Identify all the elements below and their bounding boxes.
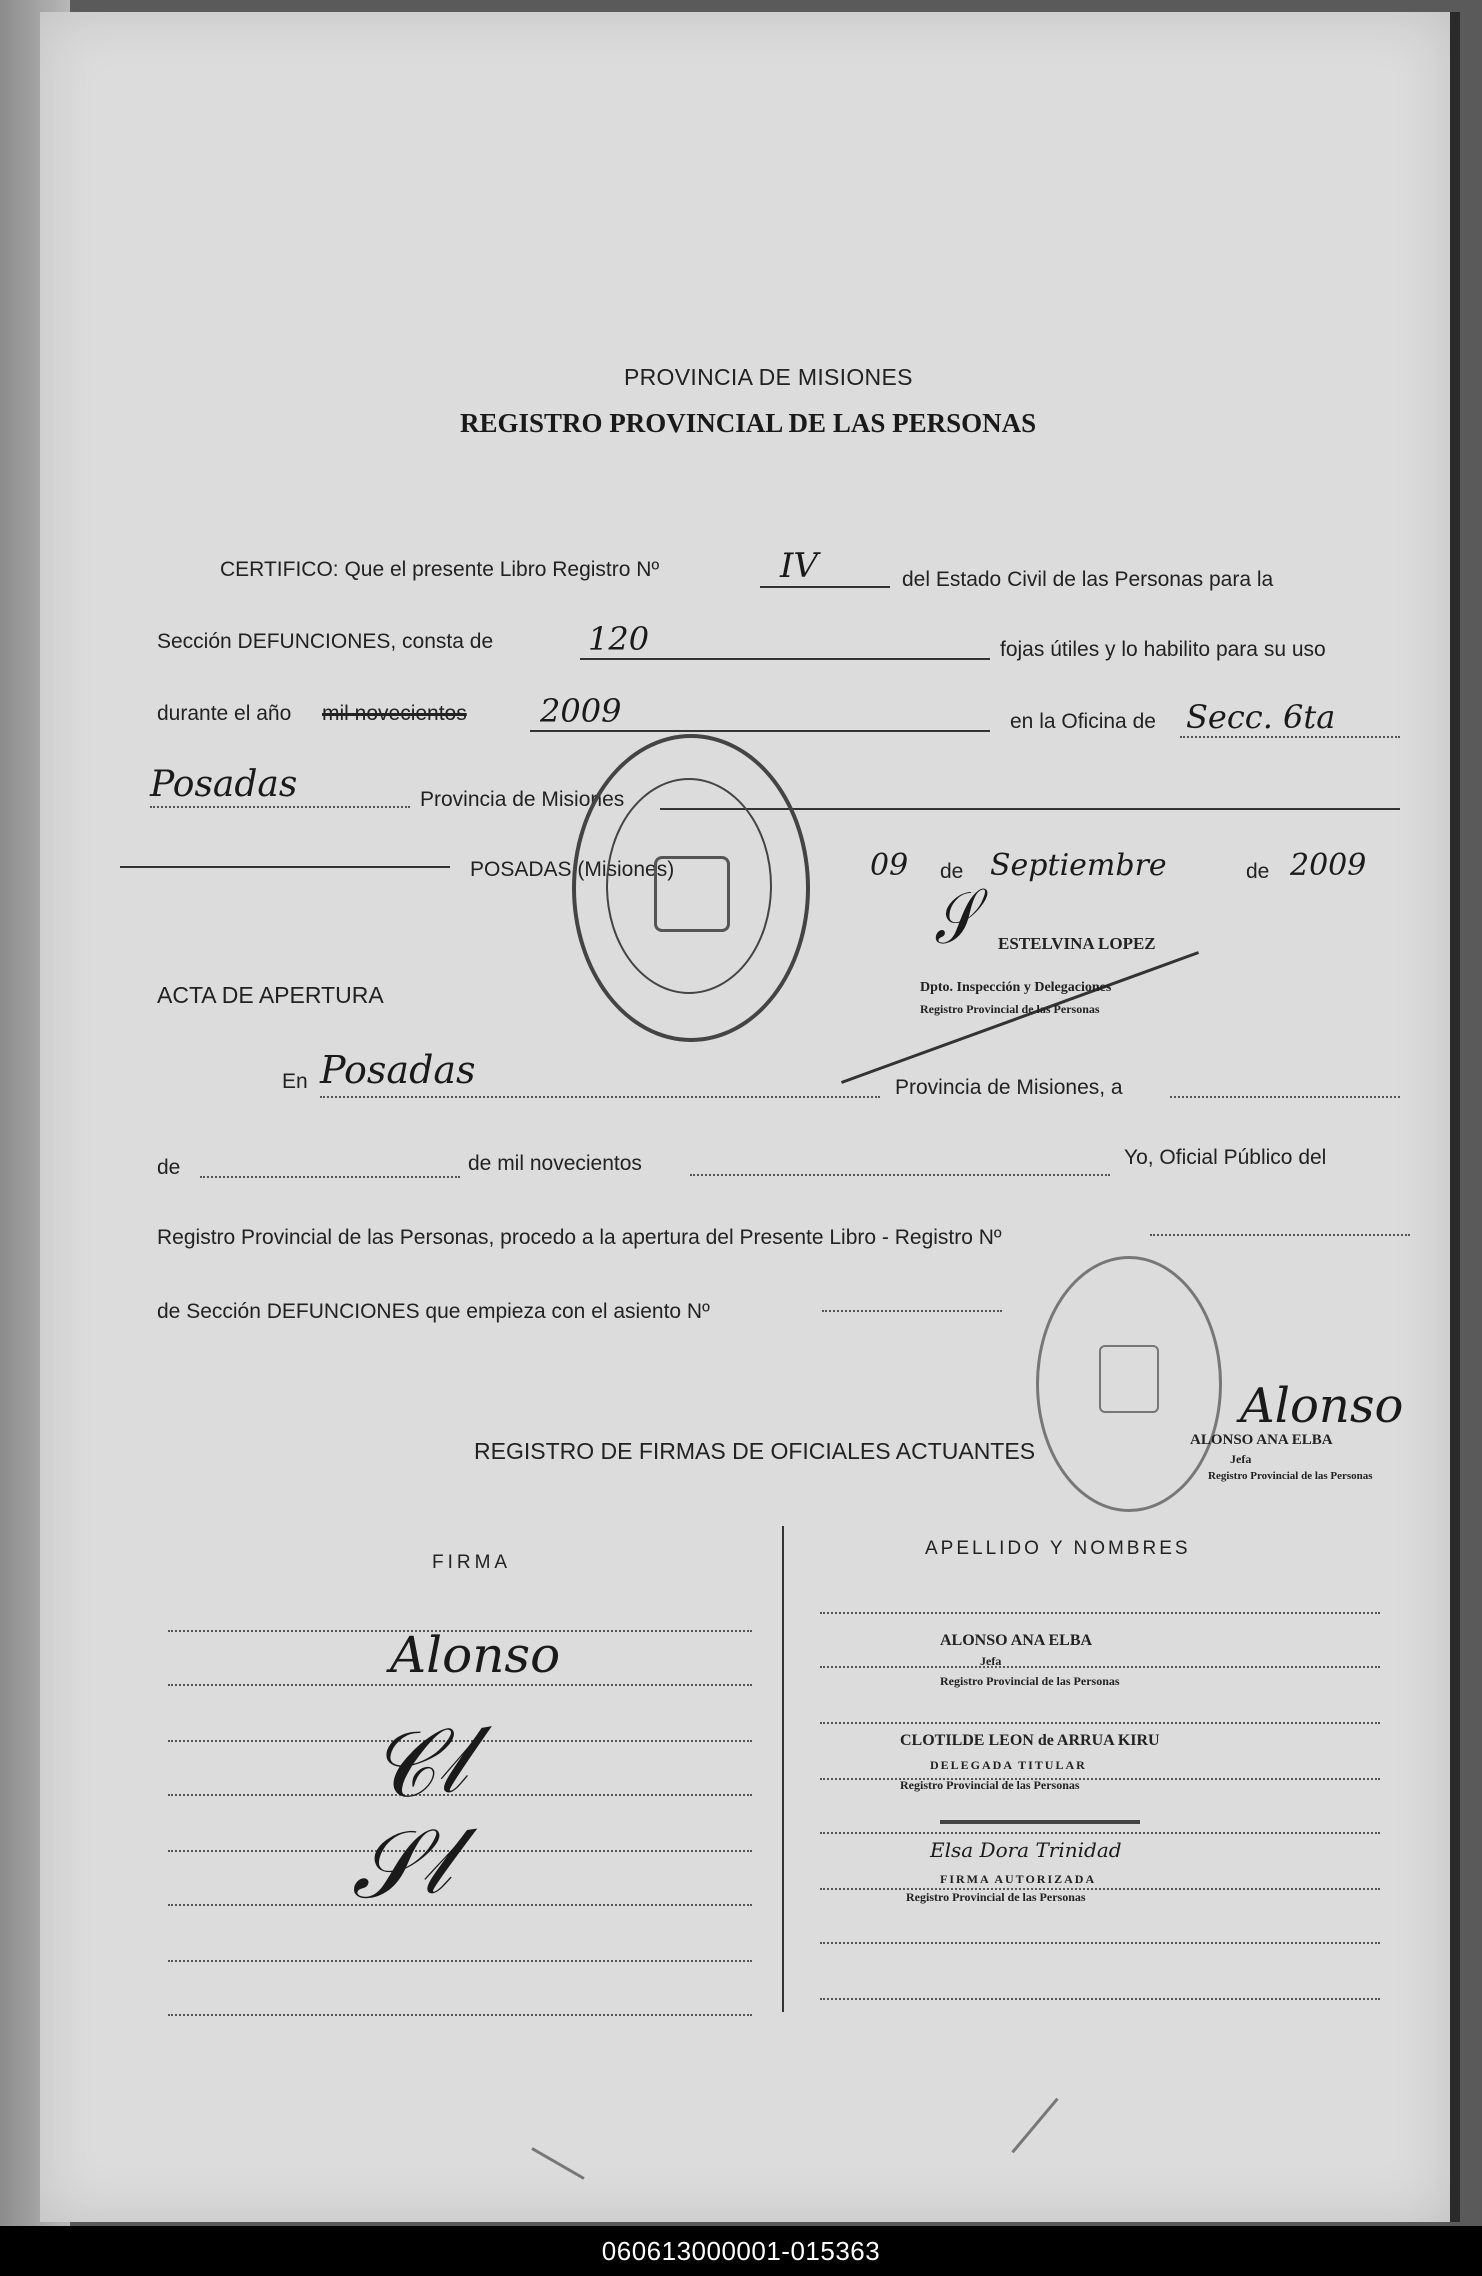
signature-3: 𝒮𝓁	[346, 1808, 454, 1921]
cert-line3-b: en la Oficina de	[1010, 710, 1156, 733]
acta-lugar: Posadas	[320, 1048, 476, 1092]
name3-line1: Elsa Dora Trinidad	[930, 1838, 1122, 1862]
nombres-column-header: APELLIDO Y NOMBRES	[925, 1538, 1191, 1559]
firma-column-header: FIRMA	[432, 1552, 512, 1573]
acta-line4: de Sección DEFUNCIONES que empieza con el asiento Nº	[157, 1300, 710, 1323]
signature-official-2: Alonso	[1240, 1378, 1404, 1434]
firmas-title: REGISTRO DE FIRMAS DE OFICIALES ACTUANTES	[474, 1438, 1036, 1464]
acta-de: de	[157, 1156, 181, 1179]
acta-yo: Yo, Oficial Público del	[1124, 1146, 1327, 1169]
name1-line3: Registro Provincial de las Personas	[940, 1674, 1120, 1688]
struck-stamp-line	[940, 1820, 1140, 1824]
cert-line2-a: Sección DEFUNCIONES, consta de	[157, 630, 494, 653]
column-divider	[782, 1526, 784, 2012]
signature-official-1: 𝒮	[921, 877, 986, 960]
cert-line1-a: CERTIFICO: Que el presente Libro Registro Nº	[220, 558, 660, 581]
cert-line3-a: durante el año	[157, 702, 292, 725]
struck-text: mil novecientos	[322, 702, 467, 725]
official-seal-stamp	[572, 734, 810, 1042]
month-value: Septiembre	[990, 848, 1167, 883]
official1-org: Registro Provincial de las Personas	[920, 1002, 1100, 1016]
coat-of-arms-icon	[654, 856, 730, 932]
year-value: 2009	[540, 692, 622, 730]
name2-line1: CLOTILDE LEON de ARRUA KIRU	[900, 1732, 1160, 1749]
official2-org: Registro Provincial de las Personas	[1208, 1470, 1373, 1482]
signature-2: 𝒞𝓁	[364, 1707, 471, 1822]
cert-line4: Provincia de Misiones	[420, 788, 625, 811]
name3-line2: FIRMA AUTORIZADA	[940, 1872, 1097, 1886]
date-de-2: de	[1246, 860, 1270, 883]
document-code: 060613000001-015363	[0, 2226, 1482, 2276]
staple-mark	[531, 2147, 584, 2180]
cert-line2-b: fojas útiles y lo habilito para su uso	[1000, 638, 1326, 661]
registry-heading: REGISTRO PROVINCIAL DE LAS PERSONAS	[460, 408, 1037, 438]
acta-line3: Registro Provincial de las Personas, procedo a la apertura del Presente Libro - Registro Nº	[157, 1226, 1002, 1249]
cert-line1-b: del Estado Civil de las Personas para la	[902, 568, 1274, 591]
day-value: 09	[870, 848, 909, 883]
province-heading: PROVINCIA DE MISIONES	[624, 364, 913, 390]
name1-line2: Jefa	[980, 1654, 1002, 1668]
date-year-value: 2009	[1290, 848, 1367, 883]
name1-line1: ALONSO ANA ELBA	[940, 1632, 1093, 1649]
official1-role: Dpto. Inspección y Delegaciones	[920, 980, 1112, 995]
oficina-value: Secc. 6ta	[1186, 698, 1336, 736]
secondary-seal-stamp	[1036, 1256, 1222, 1512]
name2-line3: Registro Provincial de las Personas	[900, 1778, 1080, 1792]
name3-line3: Registro Provincial de las Personas	[906, 1890, 1086, 1904]
acta-en: En	[282, 1070, 308, 1093]
place-value: POSADAS (Misiones)	[470, 858, 675, 881]
official2-role: Jefa	[1230, 1452, 1252, 1466]
official2-name: ALONSO ANA ELBA	[1190, 1432, 1333, 1448]
coat-of-arms-icon	[1099, 1345, 1159, 1413]
ciudad-value: Posadas	[150, 764, 298, 805]
staple-mark	[1011, 2098, 1058, 2154]
fojas-value: 120	[588, 620, 650, 658]
acta-title: ACTA DE APERTURA	[157, 982, 384, 1008]
acta-mil: de mil novecientos	[468, 1152, 642, 1175]
signature-1: Alonso	[390, 1626, 561, 1684]
acta-provincia: Provincia de Misiones, a	[895, 1076, 1123, 1099]
date-de-1: de	[940, 860, 964, 883]
name2-line2: DELEGADA TITULAR	[930, 1758, 1087, 1772]
libro-number: IV	[780, 546, 818, 586]
official1-name: ESTELVINA LOPEZ	[998, 934, 1156, 953]
document-page	[40, 12, 1460, 2222]
